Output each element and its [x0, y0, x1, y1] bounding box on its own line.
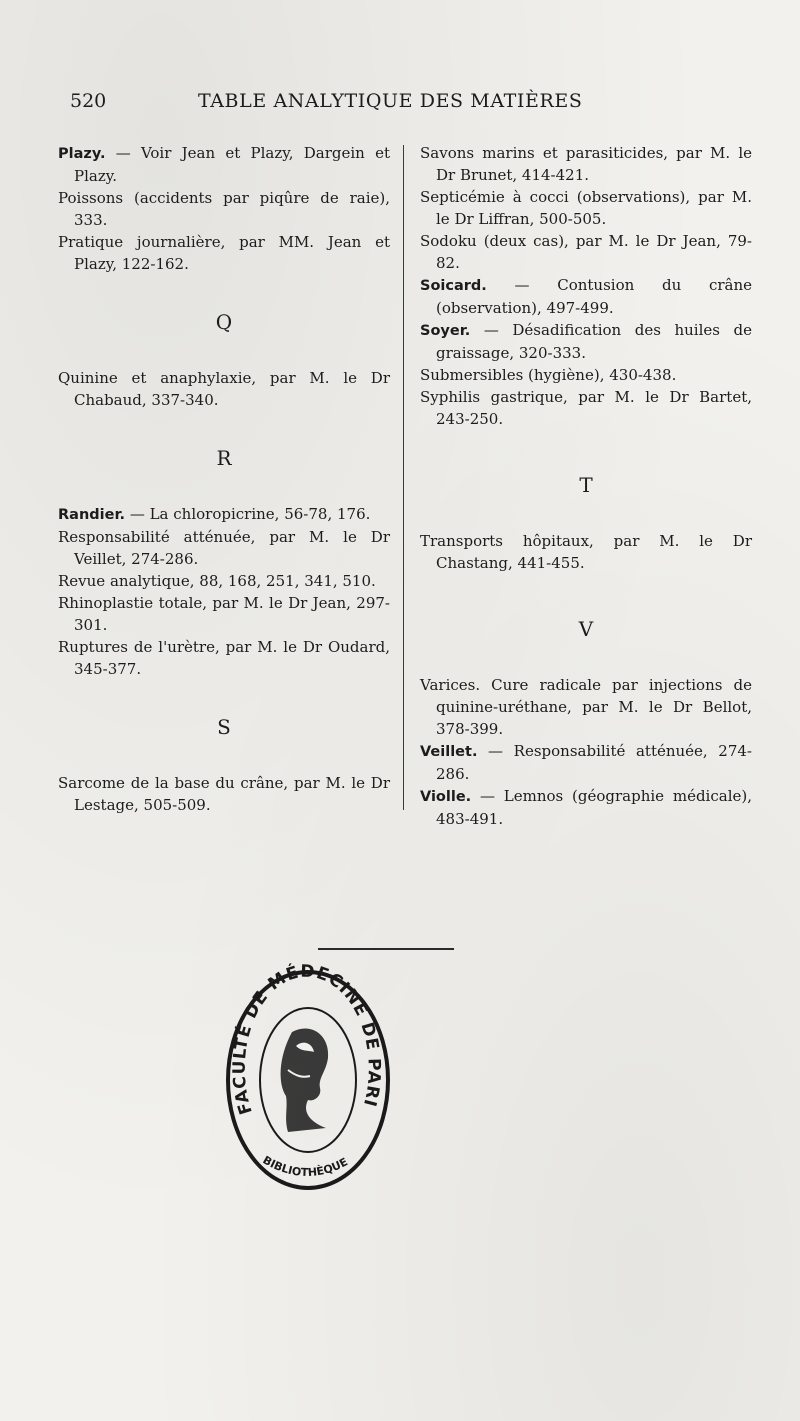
stamp-text-bottom: BIBLIOTHÈQUE — [260, 1153, 350, 1180]
index-entry — [420, 674, 752, 740]
entry-author: Soyer. — [420, 323, 471, 339]
entry-text: — Désadification des huiles de graissage, 320-333. — [436, 321, 752, 362]
entry-author: Violle. — [420, 789, 472, 805]
index-entry — [58, 592, 390, 636]
entry-text: Sodoku (deux cas), par M. le Dr Jean, 79-82. — [420, 232, 752, 272]
entry-text: — Voir Jean et Plazy, Dargein et Plazy. — [74, 144, 390, 185]
entry-text: Pratique journalière, par MM. Jean et Plazy, 122-162. — [58, 233, 390, 273]
entry-author: Soicard. — [420, 278, 487, 294]
index-entry — [58, 570, 390, 592]
entry-text: Poissons (accidents par piqûre de raie), 333. — [58, 189, 390, 229]
section-letter: V — [578, 617, 594, 641]
entry-text: Sarcome de la base du crâne, par M. le Dr Lestage, 505-509. — [58, 774, 390, 814]
entry-author: Plazy. — [58, 146, 106, 162]
entry-text: Quinine et anaphylaxie, par M. le Dr Chabaud, 337-340. — [58, 369, 390, 409]
library-stamp-icon — [222, 962, 392, 1190]
column-divider — [403, 145, 404, 810]
index-entry — [58, 367, 390, 411]
entry-text: Rhinoplastie totale, par M. le Dr Jean, 297-301. — [58, 594, 390, 634]
section-letter: S — [217, 715, 231, 739]
entry-text: — Responsabilité atténuée, 274-286. — [436, 742, 752, 783]
entry-text: Savons marins et parasiticides, par M. le Dr Brunet, 414-421. — [420, 144, 752, 184]
index-entry — [420, 319, 752, 364]
index-entry — [420, 186, 752, 230]
index-entry — [58, 772, 390, 816]
entry-text: Septicémie à cocci (observations), par M. le Dr Liffran, 500-505. — [420, 188, 752, 228]
index-column-right — [420, 142, 752, 830]
page-number: 520 — [70, 90, 107, 112]
index-entry — [58, 636, 390, 680]
stamp-text-top: FACULTÉ DE MÉDECINE DE PARI — [229, 962, 384, 1117]
entry-text: Varices. Cure radicale par injections de quinine-uréthane, par M. le Dr Bellot, 378-399. — [420, 676, 752, 738]
entry-text: — Lemnos (géographie médicale), 483-491. — [436, 787, 752, 828]
entry-text: Responsabilité atténuée, par M. le Dr Veillet, 274-286. — [58, 528, 390, 568]
entry-text: Syphilis gastrique, par M. le Dr Bartet, 243-250. — [420, 388, 752, 428]
entry-text: Ruptures de l'urètre, par M. le Dr Oudard, 345-377. — [58, 638, 390, 678]
index-entry — [420, 364, 752, 386]
entry-text: Transports hôpitaux, par M. le Dr Chastang, 441-455. — [420, 532, 752, 572]
entry-author: Veillet. — [420, 744, 478, 760]
index-entry — [420, 274, 752, 319]
entry-text: — Contusion du crâne (observation), 497-499. — [436, 276, 752, 317]
entry-text: Submersibles (hygiène), 430-438. — [420, 366, 677, 384]
index-entry — [58, 142, 390, 187]
index-entry — [420, 740, 752, 785]
index-entry — [420, 530, 752, 574]
index-entry — [420, 785, 752, 830]
section-letter: Q — [215, 310, 233, 334]
index-entry — [58, 187, 390, 231]
page-header — [70, 90, 630, 120]
index-entry — [58, 503, 390, 526]
section-letter: R — [216, 446, 232, 470]
index-entry — [58, 526, 390, 570]
section-letter: T — [579, 473, 593, 497]
entry-author: Randier. — [58, 507, 126, 523]
end-rule — [318, 948, 454, 950]
index-entry — [58, 231, 390, 275]
running-title: TABLE ANALYTIQUE DES MATIÈRES — [198, 90, 583, 112]
index-entry — [420, 386, 752, 430]
index-entry — [420, 230, 752, 274]
index-column-left — [58, 142, 390, 816]
index-entry — [420, 142, 752, 186]
svg-text:BIBLIOTHÈQUE — [261, 1153, 350, 1179]
entry-text: Revue analytique, 88, 168, 251, 341, 510. — [58, 572, 376, 590]
entry-text: — La chloropicrine, 56-78, 176. — [125, 505, 371, 523]
